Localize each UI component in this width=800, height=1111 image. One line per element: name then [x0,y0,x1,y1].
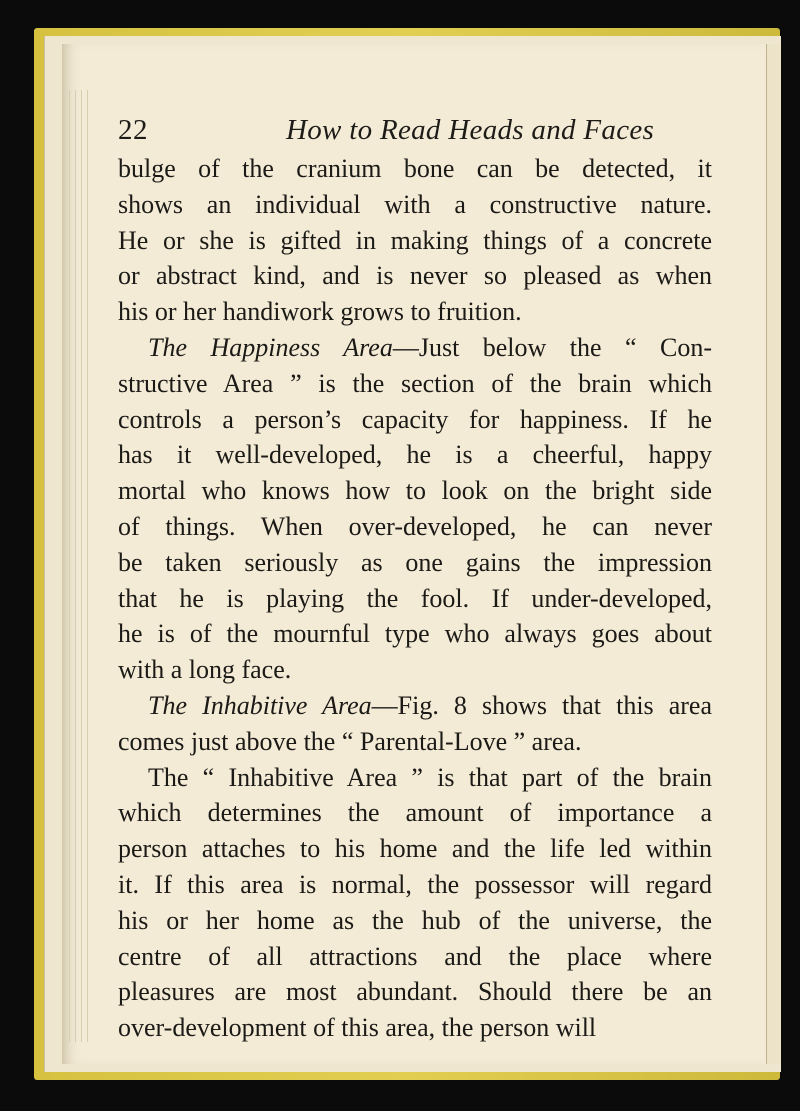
text-line [118,797,712,829]
text-line [118,260,712,292]
text-line [118,618,712,650]
text-segment: of things. When over-developed, he can never [118,512,712,541]
text-segment: bulge of the cranium bone can be detected, it [118,154,712,183]
text-line [118,153,712,185]
text-segment: He or she is gifted in making things of a concrete [118,225,712,255]
text-line [118,404,712,436]
text-segment: with a long face. [118,655,292,685]
running-header [118,114,738,154]
text-line [118,941,712,973]
text-line [118,475,712,507]
text-line [118,583,712,615]
next-page-edge [766,44,781,1064]
text-segment: shows an individual with a constructive nature. [118,189,712,219]
text-segment: centre of all attractions and the place where [118,941,712,971]
text-segment: The “ Inhabitive Area ” is that part of the brain [148,762,712,792]
text-line [148,690,712,722]
text-line [118,833,712,865]
section-heading: The Inhabitive Area [148,691,372,720]
text-segment: person attaches to his home and the life led within [118,834,712,864]
text-line [118,726,712,758]
text-line [118,296,712,328]
text-segment: which determines the amount of importance a [118,798,712,828]
text-line [118,654,712,686]
text-line [118,225,712,257]
text-line [118,189,712,221]
text-segment: he is of the mournful type who always goes about [118,619,712,649]
section-heading: The Happiness Area [148,333,393,362]
text-line [118,869,712,901]
text-line [118,1012,712,1044]
text-segment: —Just below the “ Con- [392,333,712,362]
text-line [148,762,712,794]
text-segment: be taken seriously as one gains the impression [118,547,712,577]
running-title: How to Read Heads and Faces [286,114,655,146]
text-segment: comes just above the “ Parental-Love ” area. [118,726,582,756]
text-segment: over-development of this area, the person will [118,1013,597,1043]
text-line [118,905,712,937]
text-segment: that he is playing the fool. If under-developed, [118,583,712,613]
text-segment: his or her home as the hub of the universe, the [118,905,712,935]
text-line [118,368,712,400]
text-segment: his or her handiwork grows to fruition. [118,297,522,327]
text-segment: controls a person’s capacity for happiness. If he [118,404,712,434]
text-segment: has it well-developed, he is a cheerful, happy [118,440,712,470]
text-line [118,511,712,543]
text-line [118,976,712,1008]
text-segment: or abstract kind, and is never so pleased as when [118,261,712,291]
page-number: 22 [118,114,148,146]
text-segment: it. If this area is normal, the possessor will regard [118,870,712,899]
text-line [148,332,712,364]
text-segment: mortal who knows how to look on the bright side [118,476,712,506]
text-line [118,439,712,471]
text-segment: pleasures are most abundant. Should there be an [118,977,712,1007]
text-line [118,547,712,579]
text-segment: —Fig. 8 shows that this area [371,691,713,720]
text-segment: structive Area ” is the section of the brain which [118,368,712,398]
